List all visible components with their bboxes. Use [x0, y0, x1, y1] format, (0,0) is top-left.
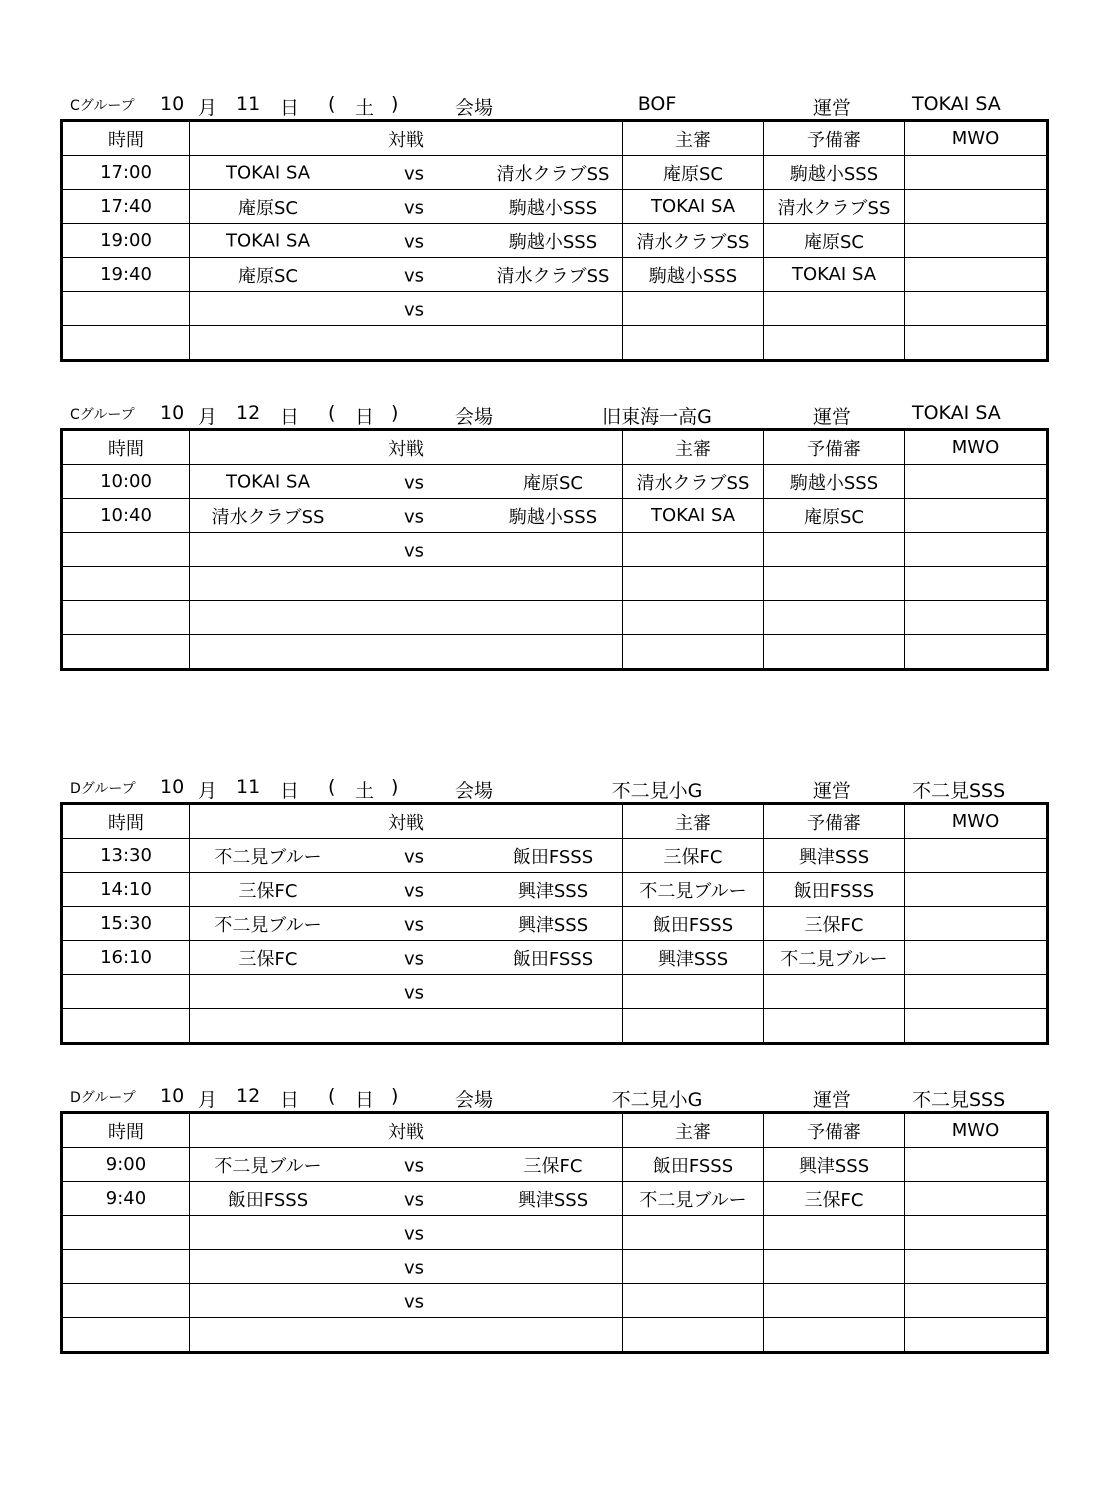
mwo-cell: [905, 907, 1048, 941]
mwo-cell: [905, 1009, 1048, 1044]
match-cell: [190, 326, 623, 361]
group-label: Dグループ: [70, 781, 136, 797]
home-team: 飯田FSSS: [227, 1189, 309, 1211]
table-row: [62, 975, 1048, 1009]
home-team: 庵原SC: [238, 197, 298, 219]
venue-name: 不二見小G: [611, 1089, 703, 1111]
match-cell: [190, 873, 623, 907]
column-header-referee: 主審: [623, 430, 764, 465]
time-cell: 9:40: [62, 1182, 190, 1216]
reserve-referee-cell: 不二見ブルー: [764, 941, 905, 975]
mwo-cell: [905, 258, 1048, 292]
referee-cell: 飯田FSSS: [623, 1148, 764, 1182]
referee-cell: 飯田FSSS: [623, 907, 764, 941]
referee-cell: TOKAI SA: [623, 499, 764, 533]
mwo-cell: [905, 224, 1048, 258]
manager-name: 不二見SSS: [912, 1089, 1006, 1111]
referee-cell: 不二見ブルー: [623, 873, 764, 907]
mwo-cell: [905, 499, 1048, 533]
vs-label: vs: [403, 1155, 425, 1177]
column-header-match: 対戦: [190, 804, 623, 839]
manager-name: TOKAI SA: [912, 402, 1001, 424]
home-team: 不二見ブルー: [214, 914, 322, 936]
schedule-table: [60, 119, 1049, 362]
column-header-referee: 主審: [623, 1113, 764, 1148]
mwo-cell: [905, 1284, 1048, 1318]
day-value: 11: [236, 776, 261, 798]
away-team: 三保FC: [523, 1155, 583, 1177]
away-team: 駒越小SSS: [508, 231, 598, 253]
mwo-cell: [905, 1148, 1048, 1182]
away-team: 飯田FSSS: [512, 846, 594, 868]
time-cell: 10:00: [62, 465, 190, 499]
paren-close: ): [391, 402, 399, 424]
match-cell: [190, 601, 623, 635]
reserve-referee-cell: 三保FC: [764, 1182, 905, 1216]
reserve-referee-cell: [764, 1216, 905, 1250]
table-header-row: [62, 121, 1048, 156]
vs-label: vs: [403, 299, 425, 321]
weekday: 土: [355, 97, 375, 119]
column-header-reserve: 予備審: [764, 121, 905, 156]
table-header-row: [62, 804, 1048, 839]
away-team: 庵原SC: [523, 472, 583, 494]
vs-label: vs: [403, 948, 425, 970]
vs-label: vs: [403, 540, 425, 562]
referee-cell: TOKAI SA: [623, 190, 764, 224]
column-header-reserve: 予備審: [764, 804, 905, 839]
venue-label: 会場: [455, 1089, 494, 1111]
time-cell: [62, 1009, 190, 1044]
match-cell: [190, 1148, 623, 1182]
table-row: [62, 839, 1048, 873]
table-row: [62, 1318, 1048, 1353]
table-row: [62, 1148, 1048, 1182]
venue-label: 会場: [455, 406, 494, 428]
reserve-referee-cell: [764, 1009, 905, 1044]
time-cell: 13:30: [62, 839, 190, 873]
schedule-table: [60, 802, 1049, 1045]
column-header-time: 時間: [62, 430, 190, 465]
table-row: [62, 499, 1048, 533]
paren-open: (: [328, 402, 336, 424]
schedule-header: [0, 89, 1119, 119]
mwo-cell: [905, 1250, 1048, 1284]
column-header-time: 時間: [62, 1113, 190, 1148]
referee-cell: [623, 533, 764, 567]
mwo-cell: [905, 465, 1048, 499]
column-header-referee: 主審: [623, 121, 764, 156]
manager-name: TOKAI SA: [912, 93, 1001, 115]
column-header-reserve: 予備審: [764, 430, 905, 465]
reserve-referee-cell: [764, 567, 905, 601]
home-team: TOKAI SA: [225, 471, 311, 492]
mwo-cell: [905, 533, 1048, 567]
referee-cell: [623, 326, 764, 361]
month-value: 10: [160, 93, 185, 115]
mwo-cell: [905, 839, 1048, 873]
manager-label: 運営: [813, 97, 852, 119]
reserve-referee-cell: [764, 1284, 905, 1318]
reserve-referee-cell: 駒越小SSS: [764, 156, 905, 190]
mwo-cell: [905, 873, 1048, 907]
referee-cell: 駒越小SSS: [623, 258, 764, 292]
weekday: 土: [355, 780, 375, 802]
schedule-header: [0, 398, 1119, 428]
away-team: 駒越小SSS: [508, 197, 598, 219]
venue-label: 会場: [455, 97, 494, 119]
mwo-cell: [905, 635, 1048, 670]
venue-name: 旧東海一高G: [602, 406, 712, 428]
schedule-table: [60, 1111, 1049, 1354]
reserve-referee-cell: 駒越小SSS: [764, 465, 905, 499]
manager-name: 不二見SSS: [912, 780, 1006, 802]
reserve-referee-cell: [764, 975, 905, 1009]
referee-cell: [623, 1318, 764, 1353]
vs-label: vs: [403, 231, 425, 253]
match-cell: [190, 1009, 623, 1044]
time-cell: [62, 533, 190, 567]
reserve-referee-cell: [764, 601, 905, 635]
vs-label: vs: [403, 982, 425, 1004]
time-cell: [62, 292, 190, 326]
table-row: [62, 224, 1048, 258]
match-cell: [190, 635, 623, 670]
time-cell: 14:10: [62, 873, 190, 907]
home-team: 庵原SC: [238, 265, 298, 287]
time-cell: [62, 975, 190, 1009]
vs-label: vs: [403, 1223, 425, 1245]
month-unit: 月: [198, 97, 218, 119]
column-header-mwo: MWO: [905, 1113, 1048, 1148]
match-cell: [190, 567, 623, 601]
away-team: 興津SSS: [517, 1189, 589, 1211]
match-cell: [190, 975, 623, 1009]
table-row: [62, 1250, 1048, 1284]
table-row: [62, 1284, 1048, 1318]
day-unit: 日: [280, 1089, 300, 1111]
table-row: [62, 873, 1048, 907]
referee-cell: [623, 1216, 764, 1250]
reserve-referee-cell: 興津SSS: [764, 1148, 905, 1182]
match-cell: [190, 533, 623, 567]
mwo-cell: [905, 1216, 1048, 1250]
column-header-time: 時間: [62, 121, 190, 156]
vs-label: vs: [403, 265, 425, 287]
manager-label: 運営: [813, 780, 852, 802]
referee-cell: 清水クラブSS: [623, 224, 764, 258]
table-row: [62, 190, 1048, 224]
month-unit: 月: [198, 406, 218, 428]
day-unit: 日: [280, 97, 300, 119]
reserve-referee-cell: TOKAI SA: [764, 258, 905, 292]
match-cell: [190, 907, 623, 941]
time-cell: [62, 1250, 190, 1284]
paren-close: ): [391, 1085, 399, 1107]
vs-label: vs: [403, 880, 425, 902]
venue-name: 不二見小G: [611, 780, 703, 802]
away-team: 駒越小SSS: [508, 506, 598, 528]
mwo-cell: [905, 156, 1048, 190]
time-cell: 17:00: [62, 156, 190, 190]
month-unit: 月: [198, 780, 218, 802]
match-cell: [190, 156, 623, 190]
paren-open: (: [328, 93, 336, 115]
time-cell: 19:40: [62, 258, 190, 292]
time-cell: [62, 1284, 190, 1318]
mwo-cell: [905, 190, 1048, 224]
vs-label: vs: [403, 163, 425, 185]
referee-cell: [623, 601, 764, 635]
match-cell: [190, 1182, 623, 1216]
reserve-referee-cell: [764, 635, 905, 670]
match-cell: [190, 292, 623, 326]
reserve-referee-cell: 三保FC: [764, 907, 905, 941]
away-team: 清水クラブSS: [496, 163, 610, 185]
reserve-referee-cell: [764, 533, 905, 567]
vs-label: vs: [403, 1189, 425, 1211]
match-cell: [190, 258, 623, 292]
table-row: [62, 156, 1048, 190]
away-team: 清水クラブSS: [496, 265, 610, 287]
referee-cell: 三保FC: [623, 839, 764, 873]
time-cell: 19:00: [62, 224, 190, 258]
time-cell: [62, 635, 190, 670]
referee-cell: 不二見ブルー: [623, 1182, 764, 1216]
match-cell: [190, 1284, 623, 1318]
column-header-time: 時間: [62, 804, 190, 839]
manager-label: 運営: [813, 406, 852, 428]
table-row: [62, 465, 1048, 499]
match-cell: [190, 1216, 623, 1250]
paren-open: (: [328, 1085, 336, 1107]
time-cell: [62, 326, 190, 361]
referee-cell: [623, 975, 764, 1009]
reserve-referee-cell: 清水クラブSS: [764, 190, 905, 224]
home-team: TOKAI SA: [225, 230, 311, 251]
match-cell: [190, 190, 623, 224]
referee-cell: 清水クラブSS: [623, 465, 764, 499]
day-unit: 日: [280, 780, 300, 802]
vs-label: vs: [403, 914, 425, 936]
table-row: [62, 1182, 1048, 1216]
mwo-cell: [905, 1318, 1048, 1353]
table-row: [62, 941, 1048, 975]
table-row: [62, 292, 1048, 326]
paren-open: (: [328, 776, 336, 798]
weekday: 日: [355, 406, 375, 428]
table-row: [62, 533, 1048, 567]
day-value: 12: [236, 402, 261, 424]
table-row: [62, 326, 1048, 361]
home-team: 三保FC: [238, 948, 298, 970]
group-label: Cグループ: [70, 98, 135, 114]
time-cell: [62, 1216, 190, 1250]
table-row: [62, 601, 1048, 635]
home-team: TOKAI SA: [225, 162, 311, 183]
manager-label: 運営: [813, 1089, 852, 1111]
schedule-header: [0, 772, 1119, 802]
home-team: 不二見ブルー: [214, 1155, 322, 1177]
match-cell: [190, 1250, 623, 1284]
reserve-referee-cell: 飯田FSSS: [764, 873, 905, 907]
time-cell: 16:10: [62, 941, 190, 975]
reserve-referee-cell: [764, 1250, 905, 1284]
reserve-referee-cell: 庵原SC: [764, 224, 905, 258]
month-value: 10: [160, 776, 185, 798]
group-label: Cグループ: [70, 407, 135, 423]
home-team: 不二見ブルー: [214, 846, 322, 868]
mwo-cell: [905, 326, 1048, 361]
mwo-cell: [905, 975, 1048, 1009]
column-header-match: 対戦: [190, 1113, 623, 1148]
referee-cell: 興津SSS: [623, 941, 764, 975]
referee-cell: 庵原SC: [623, 156, 764, 190]
day-value: 11: [236, 93, 261, 115]
time-cell: [62, 601, 190, 635]
mwo-cell: [905, 941, 1048, 975]
referee-cell: [623, 1284, 764, 1318]
referee-cell: [623, 567, 764, 601]
column-header-match: 対戦: [190, 430, 623, 465]
home-team: 三保FC: [238, 880, 298, 902]
vs-label: vs: [403, 1291, 425, 1313]
month-value: 10: [160, 402, 185, 424]
column-header-mwo: MWO: [905, 430, 1048, 465]
mwo-cell: [905, 567, 1048, 601]
vs-label: vs: [403, 1257, 425, 1279]
table-row: [62, 258, 1048, 292]
reserve-referee-cell: [764, 326, 905, 361]
time-cell: 9:00: [62, 1148, 190, 1182]
venue-name: BOF: [637, 93, 677, 115]
match-cell: [190, 839, 623, 873]
reserve-referee-cell: [764, 1318, 905, 1353]
mwo-cell: [905, 601, 1048, 635]
table-header-row: [62, 1113, 1048, 1148]
match-cell: [190, 1318, 623, 1353]
group-label: Dグループ: [70, 1090, 136, 1106]
table-row: [62, 567, 1048, 601]
time-cell: 17:40: [62, 190, 190, 224]
reserve-referee-cell: 興津SSS: [764, 839, 905, 873]
time-cell: 15:30: [62, 907, 190, 941]
day-value: 12: [236, 1085, 261, 1107]
match-cell: [190, 941, 623, 975]
month-unit: 月: [198, 1089, 218, 1111]
table-row: [62, 907, 1048, 941]
vs-label: vs: [403, 846, 425, 868]
vs-label: vs: [403, 472, 425, 494]
schedule-header: [0, 1081, 1119, 1111]
column-header-mwo: MWO: [905, 121, 1048, 156]
referee-cell: [623, 1250, 764, 1284]
venue-label: 会場: [455, 780, 494, 802]
column-header-match: 対戦: [190, 121, 623, 156]
paren-close: ): [391, 93, 399, 115]
column-header-referee: 主審: [623, 804, 764, 839]
match-cell: [190, 465, 623, 499]
month-value: 10: [160, 1085, 185, 1107]
mwo-cell: [905, 1182, 1048, 1216]
referee-cell: [623, 292, 764, 326]
home-team: 清水クラブSS: [211, 506, 325, 528]
away-team: 興津SSS: [517, 880, 589, 902]
match-cell: [190, 499, 623, 533]
column-header-reserve: 予備審: [764, 1113, 905, 1148]
time-cell: 10:40: [62, 499, 190, 533]
vs-label: vs: [403, 197, 425, 219]
reserve-referee-cell: 庵原SC: [764, 499, 905, 533]
referee-cell: [623, 1009, 764, 1044]
table-row: [62, 1216, 1048, 1250]
table-header-row: [62, 430, 1048, 465]
table-row: [62, 1009, 1048, 1044]
weekday: 日: [355, 1089, 375, 1111]
match-cell: [190, 224, 623, 258]
day-unit: 日: [280, 406, 300, 428]
vs-label: vs: [403, 506, 425, 528]
away-team: 飯田FSSS: [512, 948, 594, 970]
mwo-cell: [905, 292, 1048, 326]
column-header-mwo: MWO: [905, 804, 1048, 839]
reserve-referee-cell: [764, 292, 905, 326]
table-row: [62, 635, 1048, 670]
schedule-table: [60, 428, 1049, 671]
referee-cell: [623, 635, 764, 670]
paren-close: ): [391, 776, 399, 798]
away-team: 興津SSS: [517, 914, 589, 936]
time-cell: [62, 567, 190, 601]
time-cell: [62, 1318, 190, 1353]
